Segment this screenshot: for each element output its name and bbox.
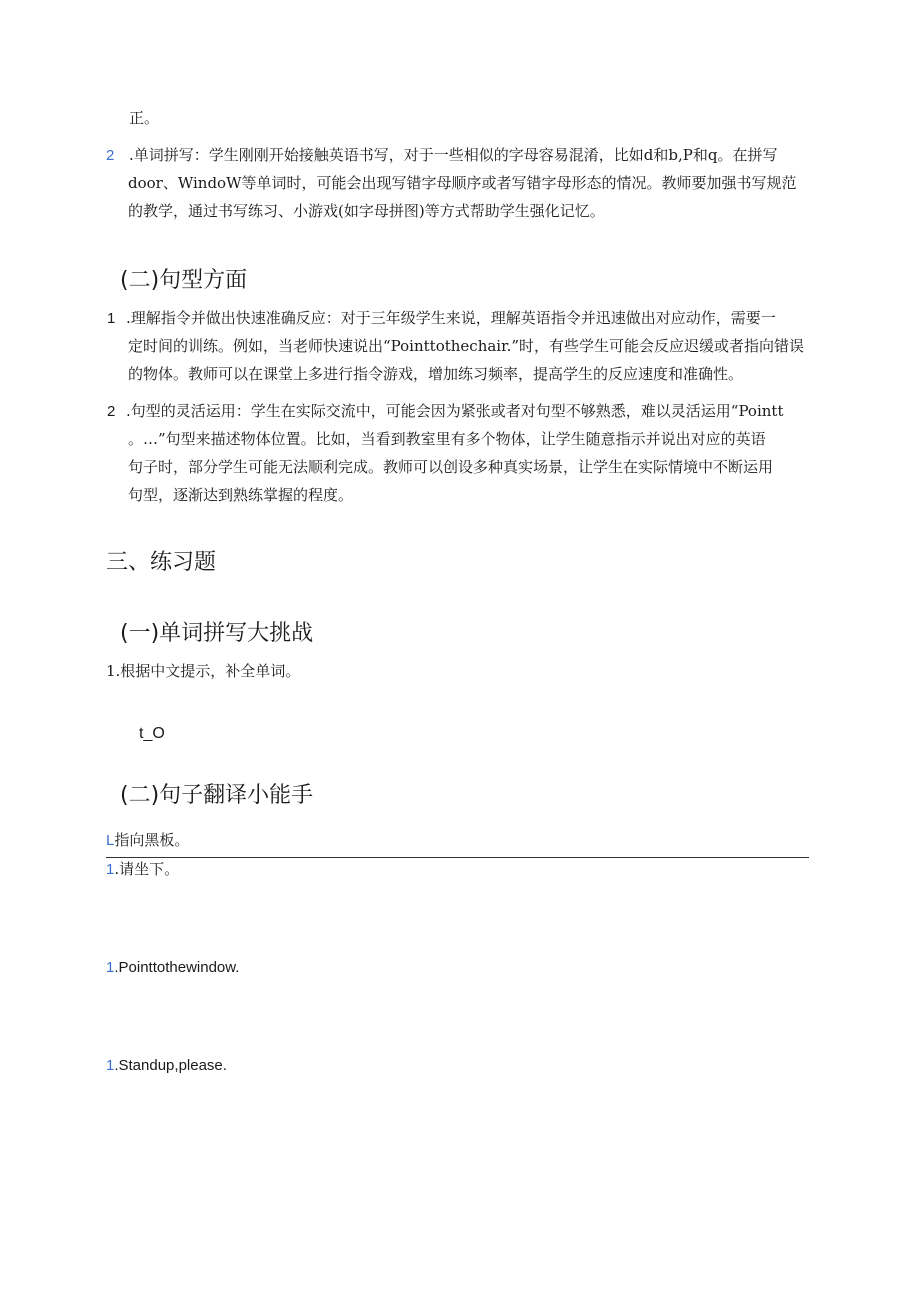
translation-item-2	[106, 855, 179, 884]
sentence-item-2-number	[107, 397, 115, 426]
sentence-item-1-line-2: 定时间的训练。例如，当老师快速说出“Pointtothechair.”时，有些学生可能会反应迟缓或者指向错误	[128, 337, 805, 355]
translation-item-3	[106, 954, 239, 982]
sentence-section-heading: (二)句型方面	[120, 268, 248, 293]
translation-item-4	[106, 1052, 227, 1080]
word-item-2-number	[106, 141, 114, 170]
list-number: L	[106, 832, 115, 849]
tail-line: 正。	[129, 109, 160, 127]
translation-item-1	[106, 826, 189, 855]
translation-text: .Pointtothewindow.	[114, 959, 240, 976]
list-number: 1	[106, 1057, 115, 1074]
sentence-item-2-line-3: 句子时，部分学生可能无法顺利完成。教师可以创设多种真实场景，让学生在实际情境中不断运用	[128, 458, 774, 476]
word-item-2-line-1: .单词拼写：学生刚刚开始接触英语书写，对于一些相似的字母容易混淆，比如d和b,P和q。在拼写	[129, 146, 778, 164]
list-number: 1	[106, 959, 115, 976]
list-number: 2	[106, 147, 115, 164]
translation-text: .请坐下。	[114, 860, 180, 878]
translation-text: 指向黑板。	[114, 831, 190, 849]
word-item-2-line-3: 的教学，通过书写练习、小游戏(如字母拼图)等方式帮助学生强化记忆。	[128, 202, 605, 220]
sentence-item-2-line-4: 句型，逐渐达到熟练掌握的程度。	[128, 486, 354, 504]
word-challenge-heading: (一)单词拼写大挑战	[120, 621, 314, 646]
list-number: 1	[106, 861, 115, 878]
sentence-item-2-line-1: .句型的灵活运用：学生在实际交流中，可能会因为紧张或者对句型不够熟悉，难以灵活运用“Pointt	[126, 402, 784, 420]
answer-line	[106, 857, 809, 858]
sentence-item-1-line-3: 的物体。教师可以在课堂上多进行指令游戏，增加练习频率，提高学生的反应速度和准确性。	[128, 365, 744, 383]
sentence-item-1-line-1: .理解指令并做出快速准确反应：对于三年级学生来说，理解英语指令并迅速做出对应动作，需要一	[126, 309, 776, 327]
list-number: 1	[107, 310, 116, 327]
translation-text: .Standup,please.	[114, 1057, 227, 1074]
translation-heading: (二)句子翻译小能手	[120, 783, 314, 808]
list-number: 2	[107, 403, 116, 420]
sentence-item-2-line-2: 。…”句型来描述物体位置。比如，当看到教室里有多个物体，让学生随意指示并说出对应的英语	[128, 430, 766, 448]
exercises-heading: 三、练习题	[106, 550, 217, 575]
sentence-item-1-number	[107, 304, 115, 333]
blank-word: t_O	[139, 725, 165, 742]
word-item-2-line-2: door、WindoW等单词时，可能会出现写错字母顺序或者写错字母形态的情况。教师要加强书写规范	[128, 174, 797, 192]
word-challenge-instruction: 1.根据中文提示，补全单词。	[106, 662, 301, 680]
